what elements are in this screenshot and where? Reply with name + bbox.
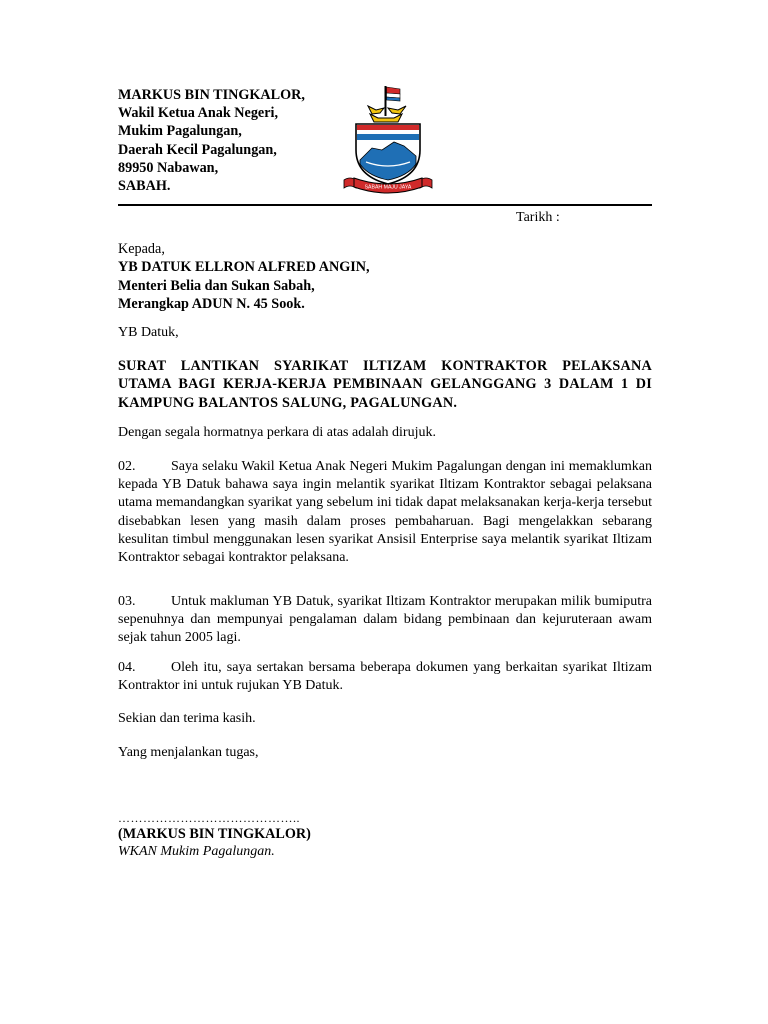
paragraph-number: 04. <box>118 660 136 675</box>
sender-line: 89950 Nabawan, <box>118 159 219 176</box>
paragraph-number: 02. <box>118 459 136 474</box>
paragraph-text: Sekian dan terima kasih. <box>118 711 256 726</box>
closing-line <box>118 744 652 762</box>
paragraph-text: Yang menjalankan tugas, <box>118 745 259 760</box>
recipient-line: Menteri Belia dan Sukan Sabah, <box>118 277 315 294</box>
body-paragraph <box>118 593 652 648</box>
body-paragraph <box>118 424 652 442</box>
paragraph-text: Oleh itu, saya sertakan bersama beberapa dokumen yang berkaitan syarikat Iltizam Kontraktor ini untuk rujukan YB Datuk. <box>118 660 652 694</box>
paragraph-text: Untuk makluman YB Datuk, syarikat Iltizam Kontraktor merupakan milik bumiputra sepenuhnya dan mempunyai pengalaman dalam bidang pembinaan dan kejuruteraan awam sejak tahun 2005 lagi. <box>118 594 652 646</box>
recipient-line: YB DATUK ELLRON ALFRED ANGIN, <box>118 259 370 276</box>
date-label: Tarikh : <box>516 210 560 225</box>
paragraph-text: Saya selaku Wakil Ketua Anak Negeri Mukim Pagalungan dengan ini memaklumkan kepada YB Datuk bahawa saya ingin melantik syarikat Iltizam Kontraktor sebagai pelaksana utama memandangkan syarikat yang sebelum ini tidak dapat melaksanakan kerja-kerja tersebut disebabkan lesen yang masih dalam proses pembaharuan. Bagi mengelakkan sebarang kesulitan timbul menggunakan lesen syarikat Ansisil Enterprise saya melantik syarikat Iltizam Kontraktor sebagai kontraktor pelaksana. <box>118 459 652 566</box>
sender-name: MARKUS BIN TINGKALOR, <box>118 87 305 103</box>
signatory-title: WKAN Mukim Pagalungan. <box>118 844 275 859</box>
sabah-crest-logo <box>338 84 438 196</box>
recipient-address <box>118 240 652 314</box>
body-paragraph <box>118 659 652 695</box>
recipient-intro: Kepada, <box>118 241 165 257</box>
sender-line: SABAH. <box>118 178 171 195</box>
sender-line: Daerah Kecil Pagalungan, <box>118 141 277 158</box>
sender-line: Wakil Ketua Anak Negeri, <box>118 105 279 122</box>
salutation: YB Datuk, <box>118 325 179 340</box>
sender-line: Mukim Pagalungan, <box>118 123 242 140</box>
closing-line <box>118 710 652 728</box>
subject-heading: SURAT LANTIKAN SYARIKAT ILTIZAM KONTRAKTOR PELAKSANA UTAMA BAGI KERJA-KERJA PEMBINAAN GELANGGANG 3 DALAM 1 DI KAMPUNG BALANTOS SALUNG, PAGALUNGAN. <box>118 358 652 411</box>
signature-line: …………………………………….. <box>118 811 300 825</box>
header-divider <box>118 204 652 206</box>
body-paragraph <box>118 458 652 567</box>
signatory-name: (MARKUS BIN TINGKALOR) <box>118 826 311 842</box>
crest-motto: SABAH MAJU JAYA <box>364 184 412 191</box>
paragraph-text: Dengan segala hormatnya perkara di atas adalah dirujuk. <box>118 425 436 440</box>
paragraph-number: 03. <box>118 594 136 609</box>
recipient-line: Merangkap ADUN N. 45 Sook. <box>118 296 305 313</box>
